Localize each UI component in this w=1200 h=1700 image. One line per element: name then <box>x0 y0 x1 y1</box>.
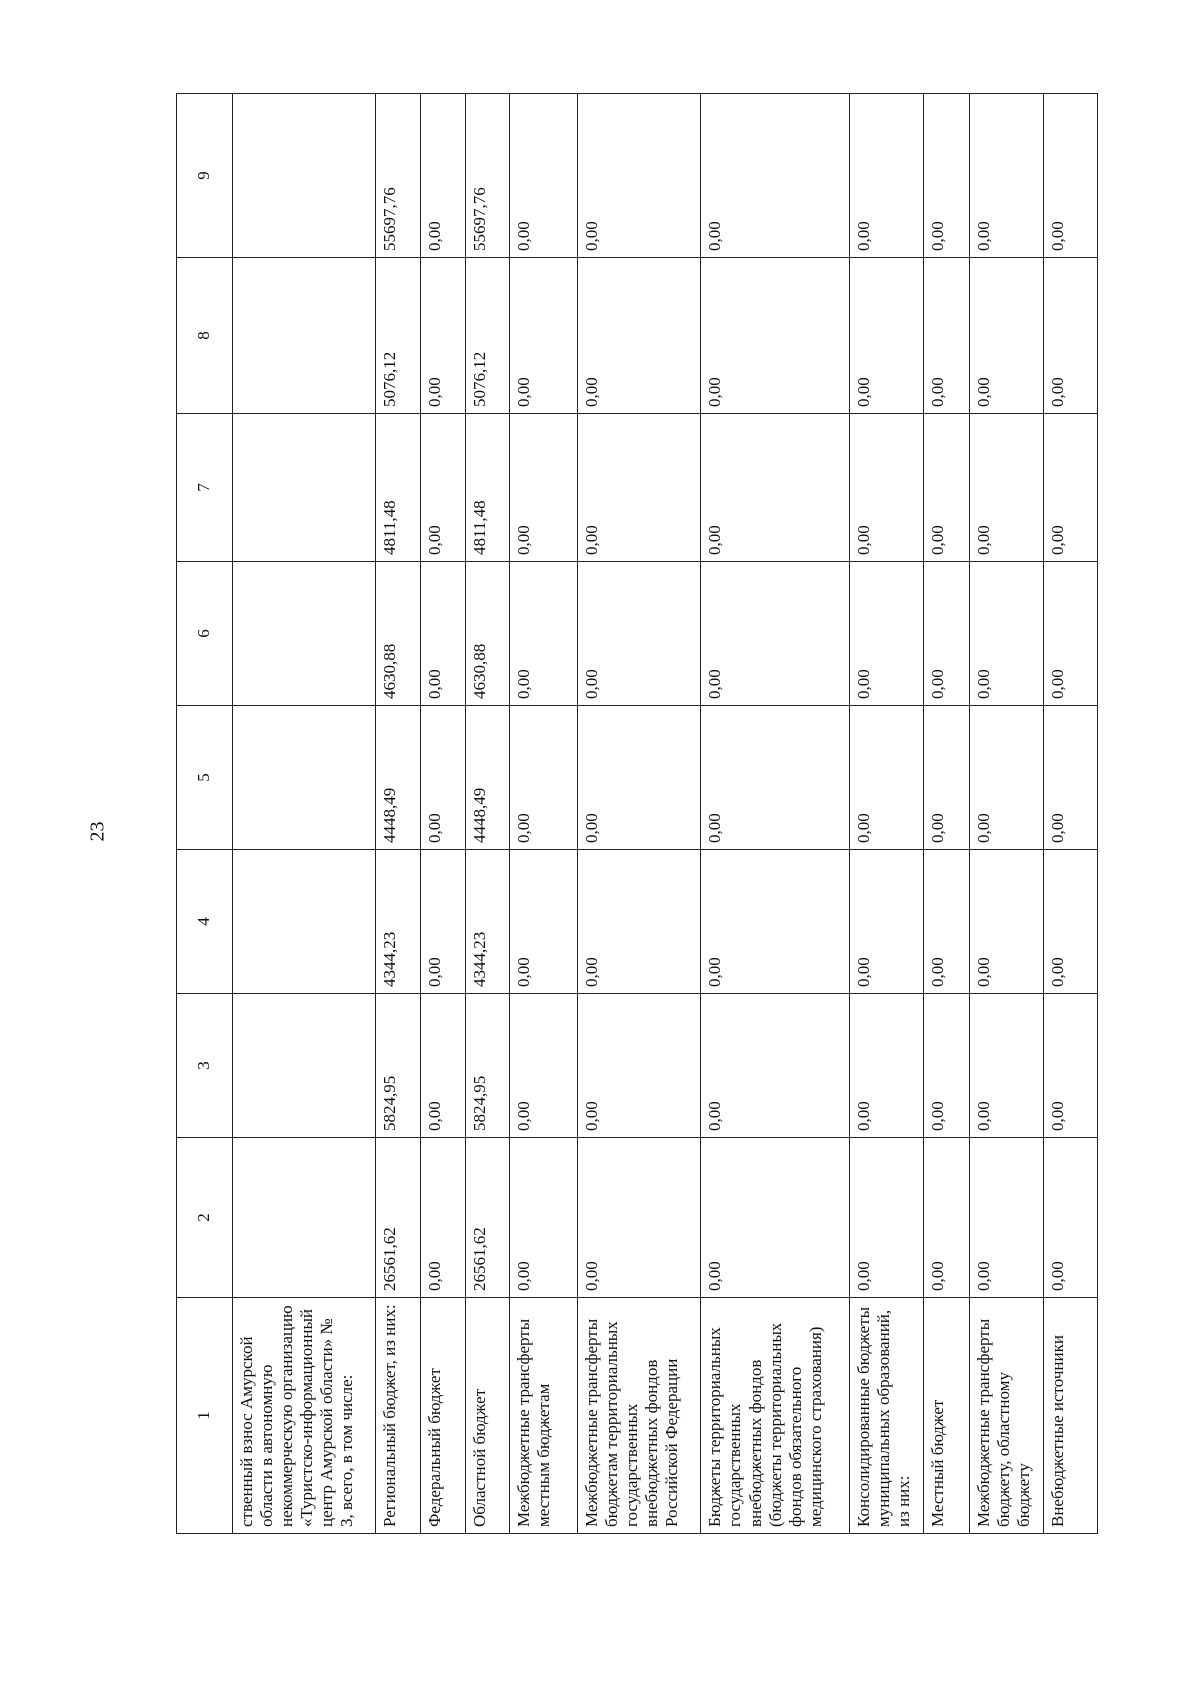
table-cell: 0,00 <box>578 414 701 562</box>
table-cell: 0,00 <box>1043 562 1097 706</box>
page-number: 23 <box>86 821 109 842</box>
table-cell: 5076,12 <box>376 258 421 414</box>
column-header: 7 <box>177 414 233 562</box>
table-cell: 0,00 <box>850 94 923 258</box>
row-label: Консолидированные бюджеты муниципальных образований, из них: <box>850 1298 923 1534</box>
table-cell: 0,00 <box>421 850 466 994</box>
table-cell: 0,00 <box>970 994 1043 1138</box>
table-cell: 0,00 <box>850 258 923 414</box>
table-cell: 0,00 <box>510 258 578 414</box>
table-cell: 5076,12 <box>465 258 510 414</box>
table-cell: 4448,49 <box>376 706 421 850</box>
row-label: Внебюджетные источники <box>1043 1298 1097 1534</box>
table-cell: 0,00 <box>850 706 923 850</box>
table-cell: 0,00 <box>1043 850 1097 994</box>
table-cell: 0,00 <box>923 414 970 562</box>
table-cell: 0,00 <box>510 414 578 562</box>
table-row <box>1043 94 1097 1534</box>
table-cell: 5824,95 <box>376 994 421 1138</box>
table-row <box>233 94 376 1534</box>
table-cell: 4811,48 <box>376 414 421 562</box>
column-header: 1 <box>177 1298 233 1534</box>
row-label: ственный взнос Амурской области в автономную некоммерческую организацию «Туристско-информационный центр Амурской области» № 3, всего, в том числе: <box>233 1298 376 1534</box>
table-cell <box>233 94 376 258</box>
table-row <box>850 94 923 1534</box>
table-cell: 0,00 <box>1043 994 1097 1138</box>
table-cell: 0,00 <box>510 94 578 258</box>
table-cell: 0,00 <box>510 562 578 706</box>
table-cell: 0,00 <box>421 94 466 258</box>
table-cell: 0,00 <box>970 258 1043 414</box>
table-cell: 0,00 <box>850 850 923 994</box>
row-label: Региональный бюджет, из них: <box>376 1298 421 1534</box>
table-row <box>465 94 510 1534</box>
table-cell: 0,00 <box>701 994 850 1138</box>
row-label: Межбюджетные трансферты местным бюджетам <box>510 1298 578 1534</box>
column-header: 6 <box>177 562 233 706</box>
table-cell <box>233 414 376 562</box>
row-label: Бюджеты территориальных государственных внебюджетных фондов (бюджеты территориальных фондов обязательного медицинского страхования) <box>701 1298 850 1534</box>
table-cell: 4630,88 <box>376 562 421 706</box>
table-row <box>970 94 1043 1534</box>
column-header: 4 <box>177 850 233 994</box>
table-row <box>376 94 421 1534</box>
table-cell: 4630,88 <box>465 562 510 706</box>
row-label: Местный бюджет <box>923 1298 970 1534</box>
table-cell: 0,00 <box>701 562 850 706</box>
table-cell: 0,00 <box>923 562 970 706</box>
table-cell: 0,00 <box>578 994 701 1138</box>
table-cell: 0,00 <box>1043 414 1097 562</box>
table-cell: 0,00 <box>970 94 1043 258</box>
table-cell: 0,00 <box>701 94 850 258</box>
table-cell <box>233 258 376 414</box>
row-label: Областной бюджет <box>465 1298 510 1534</box>
column-header: 9 <box>177 94 233 258</box>
table-cell: 0,00 <box>923 94 970 258</box>
table-cell: 0,00 <box>850 994 923 1138</box>
table-row <box>510 94 578 1534</box>
table-cell: 0,00 <box>578 850 701 994</box>
table-cell: 26561,62 <box>465 1138 510 1298</box>
table-cell: 0,00 <box>970 414 1043 562</box>
table-cell: 0,00 <box>578 94 701 258</box>
table-container <box>176 94 1098 1534</box>
table-cell: 5824,95 <box>465 994 510 1138</box>
table-row <box>701 94 850 1534</box>
table-cell <box>233 850 376 994</box>
table-cell: 0,00 <box>421 562 466 706</box>
table-cell: 0,00 <box>421 414 466 562</box>
table-cell: 0,00 <box>421 994 466 1138</box>
table-cell: 0,00 <box>1043 258 1097 414</box>
rotated-table-frame <box>176 94 1098 1534</box>
table-cell <box>233 994 376 1138</box>
table-cell: 0,00 <box>850 562 923 706</box>
column-header: 3 <box>177 994 233 1138</box>
table-cell: 0,00 <box>1043 94 1097 258</box>
table-cell: 0,00 <box>970 850 1043 994</box>
table-cell: 4448,49 <box>465 706 510 850</box>
table-cell: 0,00 <box>970 562 1043 706</box>
table-cell: 0,00 <box>701 258 850 414</box>
header-row <box>177 94 233 1534</box>
table-cell: 0,00 <box>923 706 970 850</box>
table-cell: 0,00 <box>510 994 578 1138</box>
table-cell: 0,00 <box>578 706 701 850</box>
column-header: 5 <box>177 706 233 850</box>
table-cell: 0,00 <box>923 994 970 1138</box>
table-cell: 4344,23 <box>376 850 421 994</box>
table-row <box>923 94 970 1534</box>
table-cell: 0,00 <box>578 1138 701 1298</box>
row-label: Межбюджетные трансферты бюджету, областному бюджету <box>970 1298 1043 1534</box>
table-cell: 0,00 <box>923 850 970 994</box>
table-cell: 55697,76 <box>376 94 421 258</box>
table-cell <box>233 706 376 850</box>
table-cell: 0,00 <box>421 706 466 850</box>
table-cell: 0,00 <box>421 258 466 414</box>
table-cell: 0,00 <box>1043 706 1097 850</box>
table-cell: 0,00 <box>701 850 850 994</box>
table-cell: 0,00 <box>421 1138 466 1298</box>
table-cell: 26561,62 <box>376 1138 421 1298</box>
table-cell: 0,00 <box>970 1138 1043 1298</box>
column-header: 8 <box>177 258 233 414</box>
table-cell <box>233 562 376 706</box>
table-cell: 0,00 <box>578 562 701 706</box>
table-row <box>578 94 701 1534</box>
table-cell: 0,00 <box>850 1138 923 1298</box>
column-header: 2 <box>177 1138 233 1298</box>
table-cell: 0,00 <box>850 414 923 562</box>
table-cell: 0,00 <box>923 258 970 414</box>
table-cell: 0,00 <box>1043 1138 1097 1298</box>
table-cell: 0,00 <box>701 1138 850 1298</box>
table-cell: 0,00 <box>970 706 1043 850</box>
table-cell: 4344,23 <box>465 850 510 994</box>
table-cell: 0,00 <box>510 1138 578 1298</box>
table-cell: 55697,76 <box>465 94 510 258</box>
budget-table <box>176 93 1098 1534</box>
table-cell: 0,00 <box>578 258 701 414</box>
table-row <box>421 94 466 1534</box>
table-cell: 0,00 <box>923 1138 970 1298</box>
table-cell <box>233 1138 376 1298</box>
table-cell: 0,00 <box>701 414 850 562</box>
table-cell: 0,00 <box>701 706 850 850</box>
table-cell: 4811,48 <box>465 414 510 562</box>
table-cell: 0,00 <box>510 850 578 994</box>
row-label: Федеральный бюджет <box>421 1298 466 1534</box>
row-label: Межбюджетные трансферты бюджетам территориальных государственных внебюджетных фондов Российской Федерации <box>578 1298 701 1534</box>
table-cell: 0,00 <box>510 706 578 850</box>
